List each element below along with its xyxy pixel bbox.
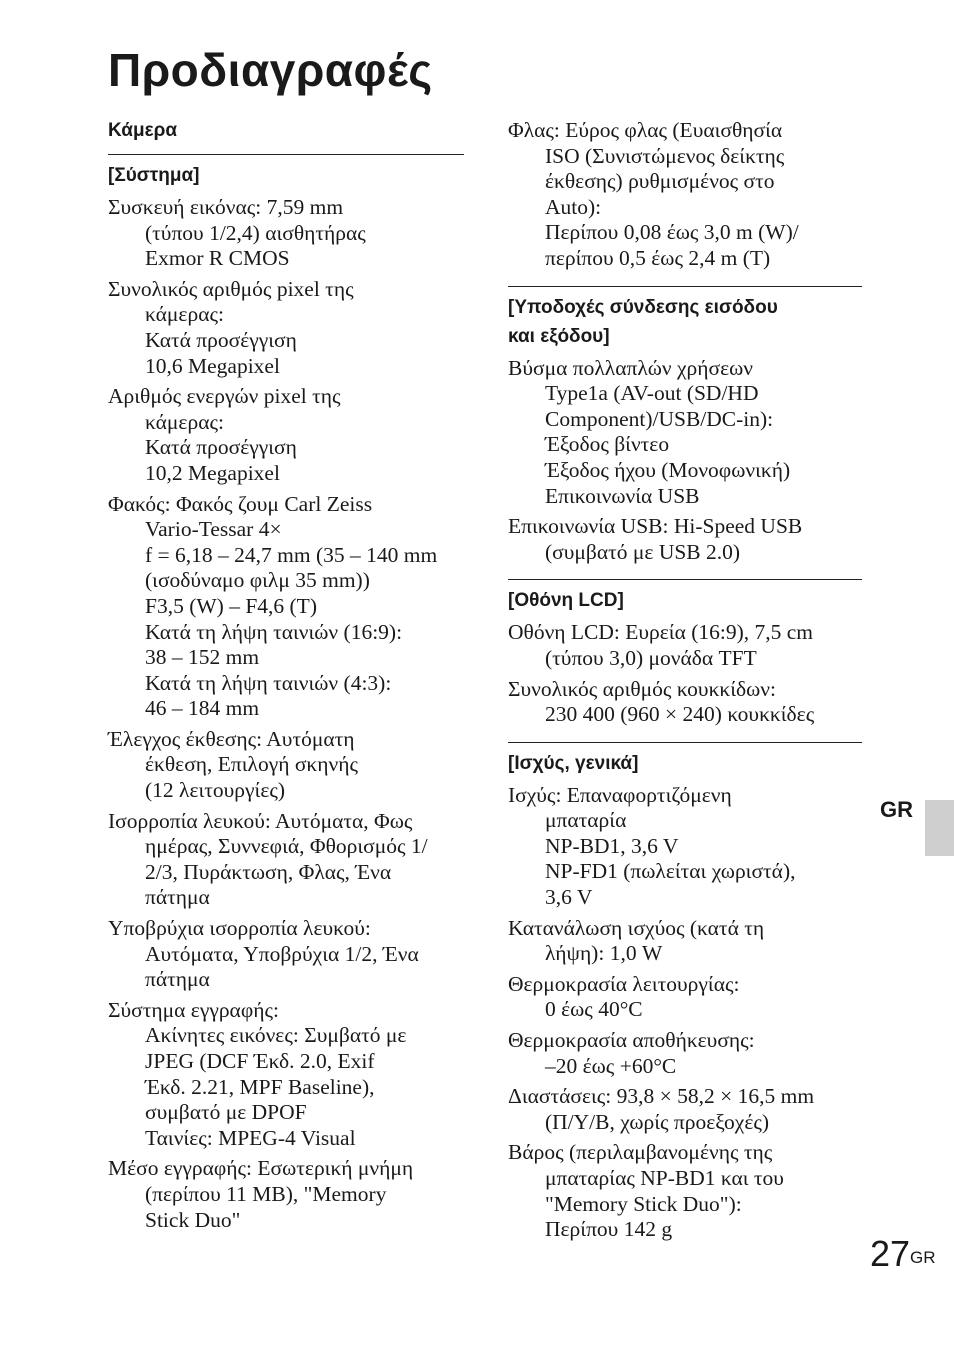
spec-label-line: Ισορροπία λευκού: Αυτόματα, Φως — [108, 808, 413, 833]
spec-value-line: 38 – 152 mm — [145, 645, 260, 670]
spec-value-line: έκθεσης) ρυθμισμένος στο — [545, 169, 775, 194]
spec-value-line: ISO (Συνιστώμενος δείκτης — [545, 143, 785, 168]
spec-value-line: 2/3, Πυράκτωση, Φλας, Ένα — [145, 859, 392, 884]
page-title: Προδιαγραφές — [108, 44, 433, 96]
spec-value-line: Exmor R CMOS — [145, 246, 290, 271]
spec-value-line: Auto): — [545, 194, 602, 219]
spec-item — [508, 620, 862, 671]
spec-value-line: Κατά προσέγγιση — [145, 327, 297, 352]
spec-value-line: Περίπου 142 g — [545, 1217, 673, 1242]
camera-heading: Κάμερα — [108, 120, 178, 141]
spec-item — [508, 677, 862, 728]
spec-label-line: Οθόνη LCD: Ευρεία (16:9), 7,5 cm — [508, 620, 814, 645]
spec-label-line: Έλεγχος έκθεσης: Αυτόματη — [108, 726, 355, 751]
spec-item — [508, 514, 862, 565]
spec-value-line: F3,5 (W) – F4,6 (T) — [145, 593, 317, 618]
spec-label-line: Συνολικός αριθμός κουκκίδων: — [508, 676, 777, 701]
spec-label-line: Σύστημα εγγραφής: — [108, 997, 279, 1022]
language-tab-marker — [925, 800, 954, 856]
spec-value-line: (συμβατό με USB 2.0) — [545, 539, 741, 564]
spec-value-line: NP-FD1 (πωλείται χωριστά), — [545, 859, 796, 884]
spec-section — [508, 286, 862, 566]
left-column — [108, 118, 464, 1247]
spec-value-line: Κατά τη λήψη ταινιών (16:9): — [145, 619, 403, 644]
right-column — [508, 118, 862, 1257]
spec-value-line: (τύπου 1/2,4) αισθητήρας — [145, 220, 366, 245]
spec-value-line: μπαταρία — [545, 808, 627, 833]
spec-item — [108, 916, 464, 993]
spec-label-line: Φλας: Εύρος φλας (Ευαισθησία — [508, 118, 783, 142]
section-title-line: [Ισχύς, γενικά] — [508, 752, 639, 774]
spec-value-line: NP-BD1, 3,6 V — [545, 833, 679, 858]
spec-value-line: Κατά τη λήψη ταινιών (4:3): — [145, 670, 392, 695]
spec-label-line: Διαστάσεις: 93,8 × 58,2 × 16,5 mm — [508, 1084, 815, 1109]
spec-value-line: Έξοδος ήχου (Μονοφωνική) — [545, 457, 791, 482]
spec-item — [108, 727, 464, 804]
spec-item — [108, 1156, 464, 1233]
section-divider — [508, 742, 862, 743]
spec-value-line: Αυτόματα, Υποβρύχια 1/2, Ένα — [145, 941, 419, 966]
spec-value-line: JPEG (DCF Έκδ. 2.0, Exif — [145, 1049, 375, 1073]
spec-value-line: Vario-Tessar 4× — [145, 517, 282, 542]
spec-label-line: Μέσο εγγραφής: Εσωτερική μνήμη — [108, 1156, 414, 1181]
spec-label-line: Βύσμα πολλαπλών χρήσεων — [508, 355, 753, 380]
spec-value-line: έκθεση, Επιλογή σκηνής — [145, 752, 358, 777]
spec-label-line: Θερμοκρασία λειτουργίας: — [508, 971, 740, 996]
spec-item — [508, 1140, 862, 1242]
section-title-line: [Οθόνη LCD] — [508, 590, 624, 612]
spec-value-line: f = 6,18 – 24,7 mm (35 – 140 mm — [145, 542, 438, 567]
section-title — [508, 749, 862, 778]
spec-item — [108, 492, 464, 722]
spec-value-line: (12 λειτουργίες) — [145, 778, 286, 803]
spec-item — [108, 277, 464, 379]
page-number — [870, 1232, 936, 1276]
spec-value-line: Έξοδος βίντεο — [545, 432, 670, 457]
spec-value-line: ημέρας, Συννεφιά, Φθορισμός 1/ — [145, 834, 428, 859]
spec-value-line: Ακίνητες εικόνες: Συμβατό με — [145, 1023, 407, 1048]
spec-item — [508, 783, 862, 911]
spec-value-line: 230 400 (960 × 240) κουκκίδες — [545, 702, 815, 727]
spec-value-line: Έκδ. 2.21, MPF Baseline), — [145, 1074, 375, 1099]
spec-section — [508, 742, 862, 1243]
spec-label-line: Βάρος (περιλαμβανομένης της — [508, 1140, 773, 1165]
section-divider — [508, 286, 862, 287]
section-title: [Σύστημα] — [108, 165, 200, 186]
spec-value-line: (ισοδύναμο φιλμ 35 mm)) — [145, 568, 370, 593]
spec-value-line: Περίπου 0,08 έως 3,0 m (W)/ — [545, 220, 799, 245]
spec-value-line: –20 έως +60°C — [545, 1053, 677, 1078]
spec-value-line: 3,6 V — [545, 885, 593, 910]
spec-section — [508, 579, 862, 727]
spec-label-line: Συνολικός αριθμός pixel της — [108, 276, 354, 301]
spec-value-line: (τύπου 3,0) μονάδα TFT — [545, 645, 757, 670]
spec-value-line: Επικοινωνία USB — [545, 483, 700, 508]
spec-item — [508, 356, 862, 510]
spec-value-line: 0 έως 40°C — [545, 997, 643, 1022]
spec-value-line: Component)/USB/DC-in): — [545, 406, 774, 431]
spec-section — [108, 154, 464, 1233]
spec-value-line: 10,2 Megapixel — [145, 460, 280, 485]
section-title-line: και εξόδου] — [508, 325, 610, 347]
spec-label-line: Υποβρύχια ισορροπία λευκού: — [108, 916, 371, 941]
page-number-value: 27 — [870, 1233, 911, 1274]
spec-value-line: μπαταρίας NP-BD1 και του — [545, 1166, 784, 1190]
spec-value-line: πάτημα — [145, 967, 210, 992]
spec-value-line: (Π/Υ/Β, χωρίς προεξοχές) — [545, 1109, 770, 1134]
page-number-suffix: GR — [910, 1248, 936, 1267]
spec-value-line: περίπου 0,5 έως 2,4 m (T) — [545, 245, 771, 270]
flash-spec — [508, 118, 862, 272]
spec-value-line: συμβατό με DPOF — [145, 1100, 307, 1125]
section-divider — [508, 579, 862, 580]
section-divider — [108, 154, 464, 155]
section-title — [508, 586, 862, 615]
spec-value-line: Stick Duo" — [145, 1207, 241, 1232]
spec-label-line: Επικοινωνία USB: Hi-Speed USB — [508, 514, 803, 539]
spec-item — [508, 118, 862, 272]
spec-value-line: "Memory Stick Duo"): — [545, 1191, 742, 1216]
language-tab-label: GR — [880, 797, 913, 822]
spec-label-line: Φακός: Φακός ζουμ Carl Zeiss — [108, 491, 373, 516]
spec-label-line: Συσκευή εικόνας: 7,59 mm — [108, 195, 344, 219]
spec-value-line: Type1a (AV-out (SD/HD — [545, 381, 759, 406]
spec-item — [108, 384, 464, 486]
spec-item — [508, 916, 862, 967]
spec-item — [108, 809, 464, 911]
spec-label-line: Ισχύς: Επαναφορτιζόμενη — [508, 782, 732, 807]
section-title-line: [Υποδοχές σύνδεσης εισόδου — [508, 296, 778, 318]
spec-item — [508, 1084, 862, 1135]
spec-item — [108, 998, 464, 1152]
spec-label-line: Αριθμός ενεργών pixel της — [108, 384, 341, 409]
spec-value-line: (περίπου 11 MB), "Memory — [145, 1181, 387, 1206]
spec-value-line: πάτημα — [145, 885, 210, 910]
spec-value-line: Κατά προσέγγιση — [145, 435, 297, 460]
spec-value-line: 46 – 184 mm — [145, 696, 260, 721]
spec-value-line: λήψη): 1,0 W — [545, 941, 663, 966]
spec-label-line: Κατανάλωση ισχύος (κατά τη — [508, 915, 765, 940]
spec-value-line: κάμερας: — [145, 302, 224, 327]
spec-item — [508, 1028, 862, 1079]
spec-value-line: Ταινίες: MPEG-4 Visual — [145, 1125, 356, 1150]
spec-item — [508, 972, 862, 1023]
spec-value-line: κάμερας: — [145, 409, 224, 434]
section-title — [508, 293, 862, 351]
spec-item — [108, 195, 464, 272]
spec-label-line: Θερμοκρασία αποθήκευσης: — [508, 1028, 755, 1053]
spec-value-line: 10,6 Megapixel — [145, 353, 280, 378]
